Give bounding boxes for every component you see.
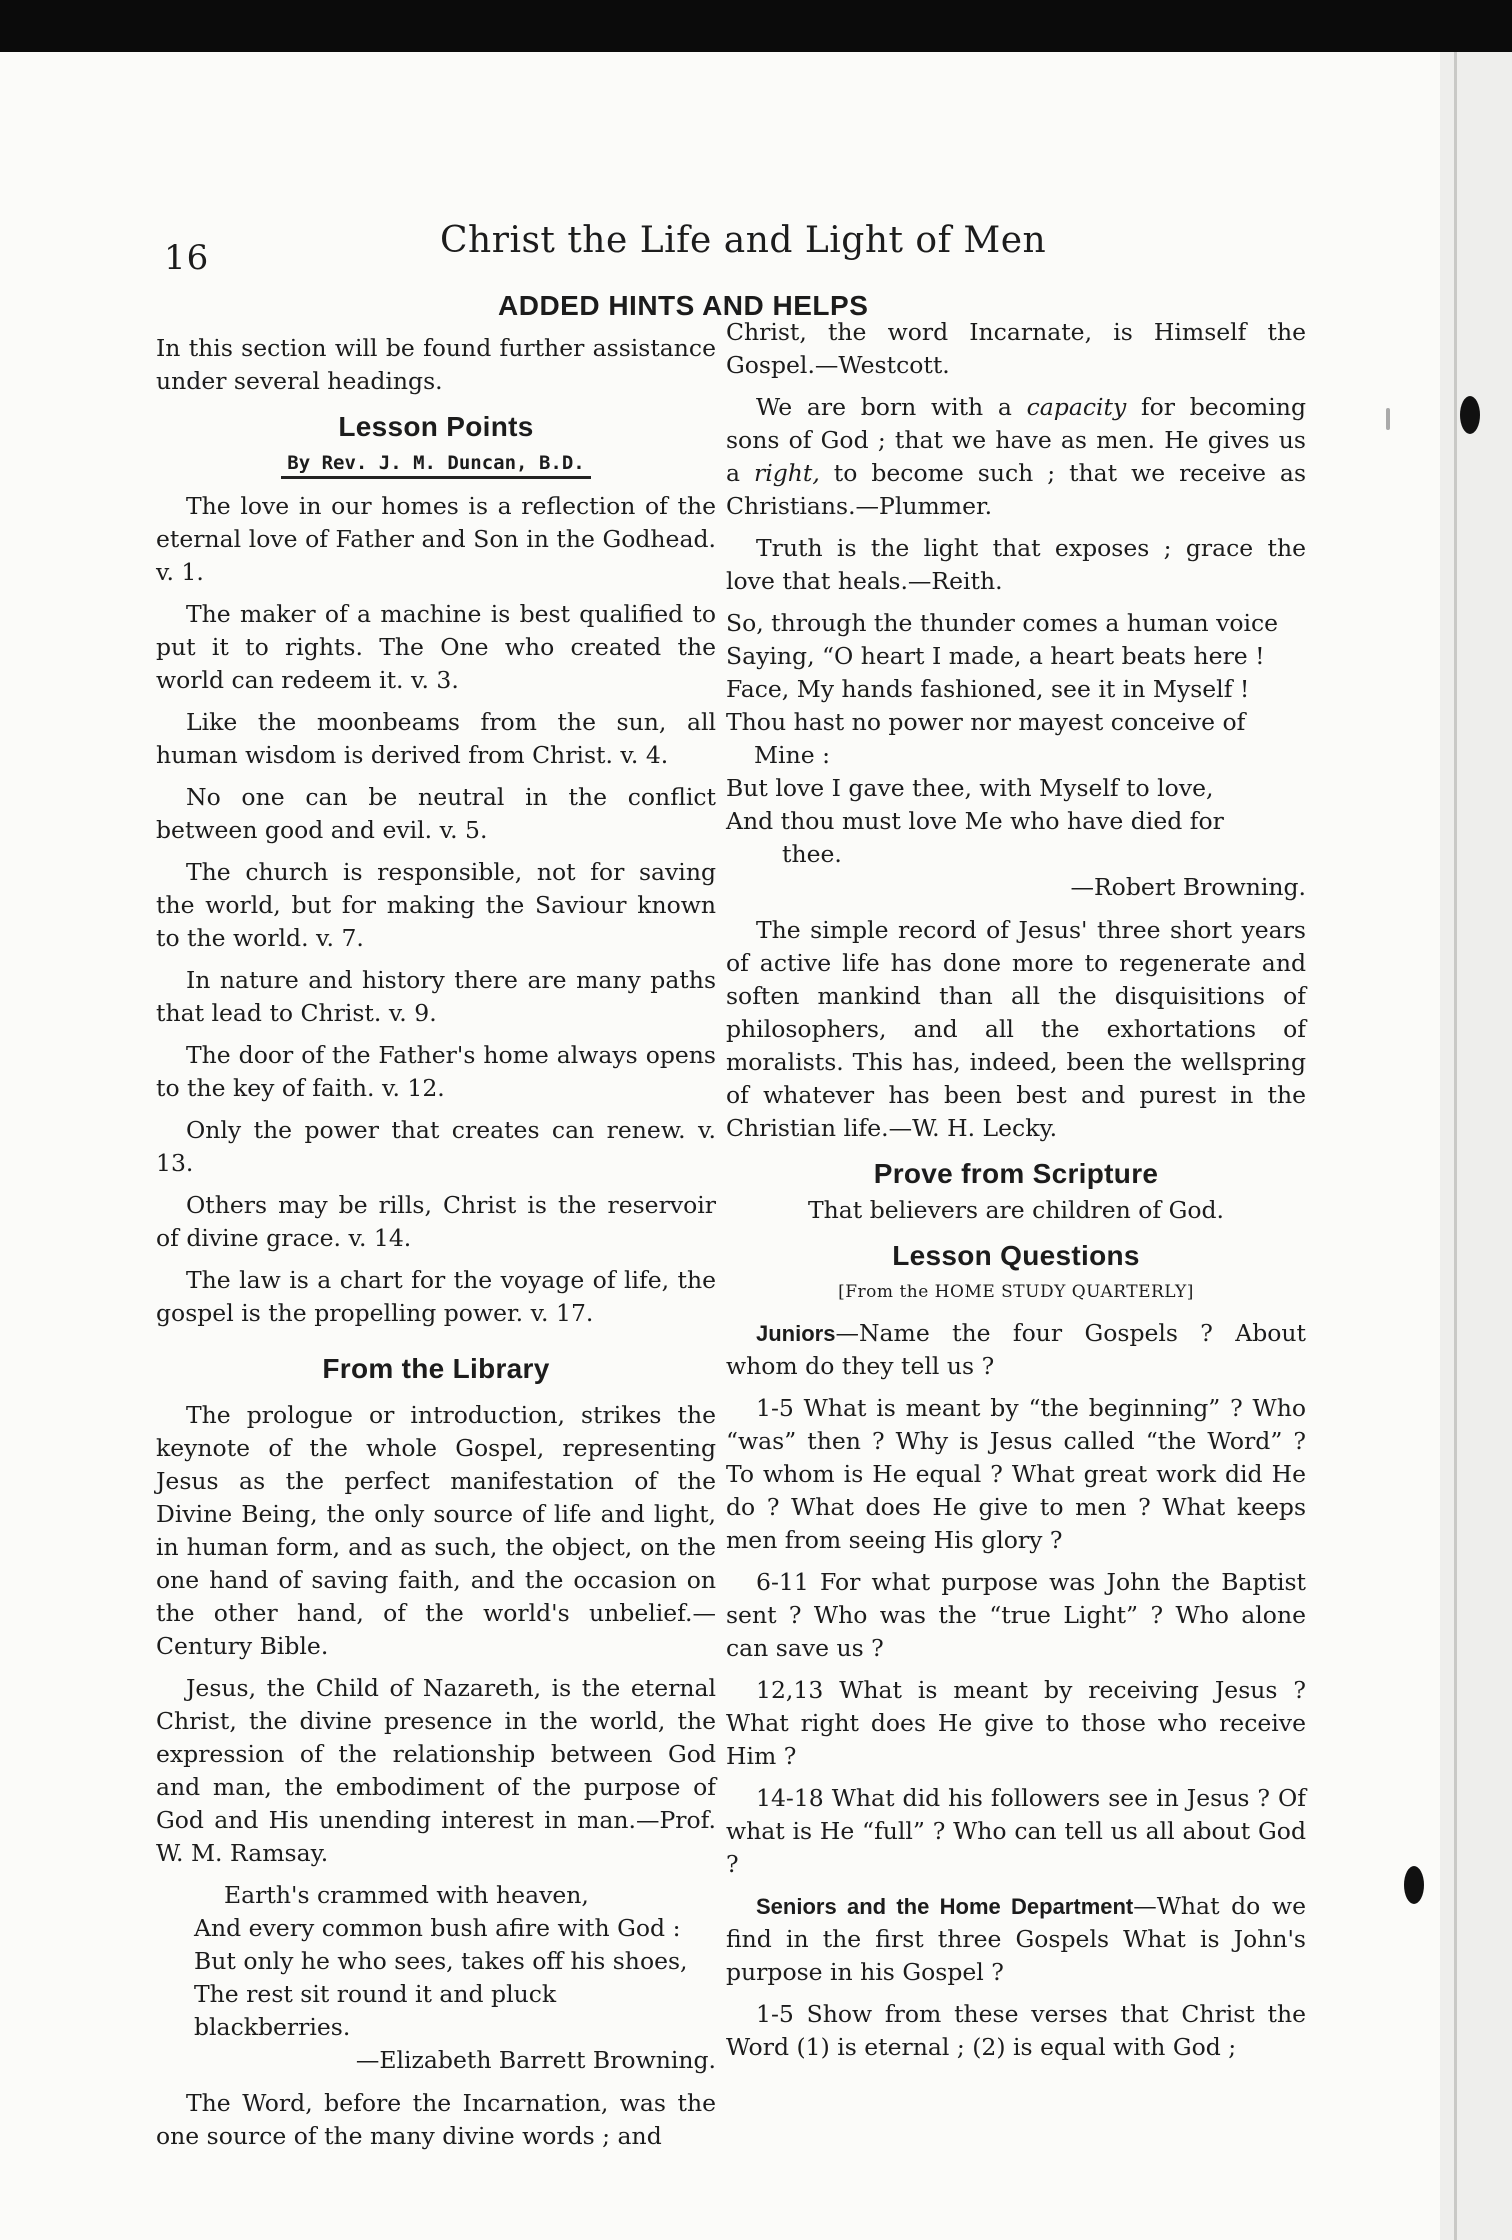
seniors-intro: [726, 1890, 1306, 1989]
poem-line: Mine :: [754, 741, 831, 769]
lesson-point: Like the moonbeams from the sun, all human wisdom is derived from Christ. v. 4.: [156, 708, 716, 769]
poem-line: And every common bush afire with God :: [194, 1914, 681, 1942]
poem-line: But love I gave thee, with Myself to love,: [726, 774, 1214, 802]
poem-line: So, through the thunder comes a human voice: [726, 609, 1279, 637]
seniors-intro-text: —What do we find in the first three Gospels What is John's purpose in his Gospel ?: [726, 1892, 1306, 1986]
lecky-paragraph: The simple record of Jesus' three short years of active life has done more to regenerate and soften mankind than all the disquisitions of philosophers, and all the exhortations of moralists. This has, indeed, been the wellspring of whatever has been best and purest in the Christian life.—W. H. Lecky.: [726, 916, 1306, 1142]
byline-text: By Rev. J. M. Duncan, B.D.: [281, 452, 590, 479]
poem-attribution: —Robert Browning.: [1070, 873, 1306, 901]
left-column: [156, 332, 716, 2162]
page-number: 16: [164, 238, 210, 278]
poem-line: And thou must love Me who have died for: [726, 807, 1224, 835]
lesson-point: The law is a chart for the voyage of life, the gospel is the propelling power. v. 17.: [156, 1266, 716, 1327]
juniors-intro-text: —Name the four Gospels ? About whom do they tell us ?: [726, 1319, 1306, 1380]
plummer-quote: [726, 391, 1306, 523]
questions-heading: Lesson Questions: [892, 1240, 1140, 1271]
poem-line: Face, My hands fashioned, see it in Myself !: [726, 675, 1250, 703]
juniors-label: Juniors: [756, 1321, 836, 1346]
poem-attribution: —Elizabeth Barrett Browning.: [355, 2046, 716, 2074]
poem-line: But only he who sees, takes off his shoes,: [194, 1947, 688, 1975]
junior-question: 6-11 For what purpose was John the Baptist sent ? Who was the “true Light” ? Who alone can save us ?: [726, 1568, 1306, 1662]
quote-text: to become such ; that we receive as Christians.—Plummer.: [726, 459, 1307, 520]
closing-paragraph: The Word, before the Incarnation, was the one source of the many divine words ; and: [156, 2089, 716, 2150]
continuation-paragraph: Christ, the word Incarnate, is Himself the Gospel.—Westcott.: [726, 318, 1306, 379]
junior-question: 12,13 What is meant by receiving Jesus ? What right does He give to those who receive Him ?: [726, 1676, 1306, 1770]
quote-text: for becoming sons of God ; that we have as men. He gives us a: [726, 393, 1306, 487]
lesson-point: The church is responsible, not for saving the world, but for making the Saviour known to the world. v. 7.: [156, 858, 716, 952]
byline: [156, 447, 716, 480]
poem-line: The rest sit round it and pluck blackberries.: [194, 1980, 557, 2041]
junior-question: 14-18 What did his followers see in Jesus ? Of what is He “full” ? Who can tell us all about God ?: [726, 1784, 1306, 1878]
quote-emphasis: right,: [753, 459, 820, 487]
robert-browning-poem: [726, 607, 1306, 904]
seniors-label: Seniors and the Home Department: [756, 1894, 1134, 1919]
lesson-points-heading: Lesson Points: [338, 411, 534, 442]
poem-line: Saying, “O heart I made, a heart beats here !: [726, 642, 1265, 670]
junior-question: 1-5 What is meant by “the beginning” ? Who “was” then ? Why is Jesus called “the Word” ? To whom is He equal ? What great work did He do ? What does He give to men ? What keeps men from seeing His glory ?: [726, 1394, 1306, 1554]
reith-quote: Truth is the light that exposes ; grace the love that heals.—Reith.: [726, 534, 1306, 595]
binding-hole: [1460, 396, 1480, 434]
margin-mark: [1386, 408, 1390, 430]
right-column: [726, 316, 1306, 2073]
intro-paragraph: In this section will be found further assistance under several headings.: [156, 334, 716, 395]
senior-question: 1-5 Show from these verses that Christ the Word (1) is eternal ; (2) is equal with God ;: [726, 2000, 1306, 2061]
lesson-point: The door of the Father's home always opens to the key of faith. v. 12.: [156, 1041, 716, 1102]
prove-heading: Prove from Scripture: [873, 1158, 1159, 1189]
library-heading: From the Library: [322, 1353, 550, 1384]
browning-poem: [156, 1879, 716, 2077]
quote-text: We are born with a: [756, 393, 1027, 421]
lesson-point: The maker of a machine is best qualified to put it to rights. The One who created the world can redeem it. v. 3.: [156, 600, 716, 694]
lesson-point: Only the power that creates can renew. v. 13.: [156, 1116, 716, 1177]
lesson-point: Others may be rills, Christ is the reservoir of divine grace. v. 14.: [156, 1191, 716, 1252]
prove-text: That believers are children of God.: [807, 1196, 1225, 1224]
lesson-point: The love in our homes is a reflection of the eternal love of Father and Son in the Godhead. v. 1.: [156, 492, 716, 586]
library-paragraph: The prologue or introduction, strikes the keynote of the whole Gospel, representing Jesus as the perfect manifestation of the Divine Being, the only source of life and light, in human form, and as such, the object, on the one hand of saving faith, and the occasion on the other hand, of the world's unbelief.—Century Bible.: [156, 1401, 716, 1660]
library-paragraph: Jesus, the Child of Nazareth, is the eternal Christ, the divine presence in the world, the expression of the relationship between God and man, the embodiment of the purpose of God and His unending interest in man.—Prof. W. M. Ramsay.: [156, 1674, 716, 1867]
quote-emphasis: capacity: [1026, 393, 1127, 421]
page-binding-edge: [1440, 52, 1512, 2240]
poem-line: Earth's crammed with heaven,: [224, 1881, 589, 1909]
running-title: Christ the Life and Light of Men: [440, 220, 1047, 261]
poem-line: thee.: [782, 840, 842, 868]
poem-line: Thou hast no power nor mayest conceive of: [726, 708, 1246, 736]
questions-source: [From the HOME STUDY QUARTERLY]: [838, 1282, 1194, 1302]
lesson-point: No one can be neutral in the conflict between good and evil. v. 5.: [156, 783, 716, 844]
juniors-intro: [726, 1317, 1306, 1383]
lesson-point: In nature and history there are many paths that lead to Christ. v. 9.: [156, 966, 716, 1027]
page-edge-line: [1454, 52, 1457, 2240]
scan-top-border: [0, 0, 1512, 58]
binding-hole: [1404, 1866, 1424, 1904]
section-title: ADDED HINTS AND HELPS: [498, 290, 869, 321]
